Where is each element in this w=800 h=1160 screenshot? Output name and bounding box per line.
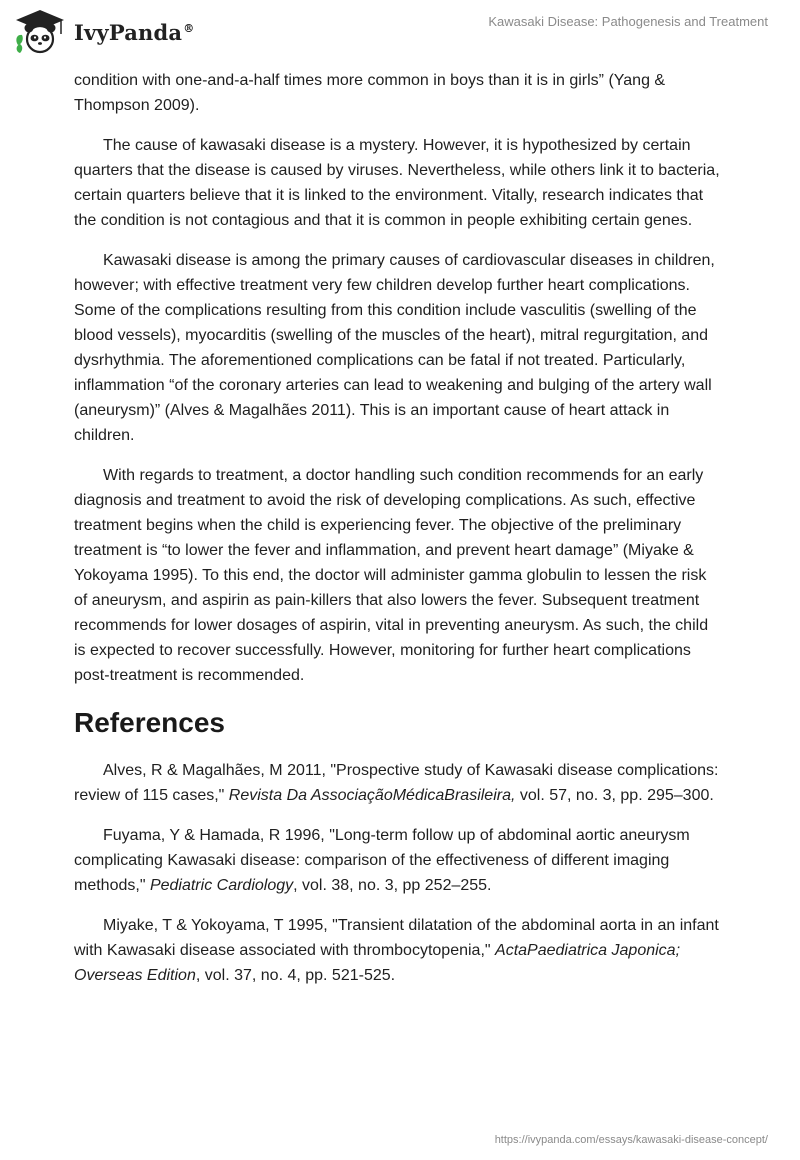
paragraph-cause: The cause of kawasaki disease is a mystery. However, it is hypothesized by certain quarters that the disease is caused by viruses. Nevertheless, while others link it to bacteria, certain quarters believe that it is linked to the environment. Vitally, research indicates that the condition is not contagious and that it is common in people exhibiting certain genes. [74, 137, 720, 229]
registered-mark: ® [183, 21, 195, 35]
panda-graduation-cap-icon [14, 8, 66, 54]
references-heading: References [74, 707, 225, 738]
reference-journal: ActaPaediatrica Japonica; Overseas Edition [74, 942, 681, 984]
ivypanda-logo[interactable] [14, 8, 194, 54]
paragraph-complications: Kawasaki disease is among the primary causes of cardiovascular diseases in children, however; with effective treatment very few children develop further heart complications. Some of the complications resulting from this condition include vasculitis (swelling of the blood vessels), myocarditis (swelling of the muscles of the heart), mitral regurgitation, and dysrhythmia. The aforementioned complications can be fatal if not treated. Particularly, inflammation “of the coronary arteries can lead to weakening and bulging of the artery wall (aneurysm)” (Alves & Magalhães 2011). This is an important cause of heart attack in children. [74, 252, 715, 444]
reference-text: Miyake, T & Yokoyama, T 1995, "Transient dilatation of the abdominal aorta in an infant with Kawasaki disease associated with thrombocytopenia," [74, 917, 719, 959]
source-url[interactable]: https://ivypanda.com/essays/kawasaki-disease-concept/ [494, 1134, 768, 1146]
reference-journal: Revista Da AssociaçãoMédicaBrasileira, [228, 787, 516, 804]
brand-name: IvyPanda® [74, 19, 195, 45]
reference-journal: Pediatric Cardiology [149, 877, 294, 894]
reference-text: Fuyama, Y & Hamada, R 1996, "Long-term follow up of abdominal aortic aneurysm complicating Kawasaki disease: comparison of the effectiveness of different imaging methods," [74, 827, 690, 894]
reference-details: , vol. 37, no. 4, pp. 521-525. [195, 967, 396, 984]
reference-details: vol. 57, no. 3, pp. 295–300. [515, 787, 714, 804]
reference-item [74, 758, 724, 808]
reference-details: , vol. 38, no. 3, pp 252–255. [293, 877, 492, 894]
reference-item [74, 913, 724, 988]
document-title: Kawasaki Disease: Pathogenesis and Treatment [488, 14, 768, 29]
reference-text: Alves, R & Magalhães, M 2011, "Prospective study of Kawasaki disease complications: review of 115 cases," [74, 762, 719, 804]
paragraph-continued: condition with one-and-a-half times more common in boys than it is in girls” (Yang & Thompson 2009). [74, 72, 666, 114]
reference-item [74, 823, 724, 898]
page-header [0, 0, 800, 70]
essay-content [74, 68, 724, 1003]
paragraph-treatment: With regards to treatment, a doctor handling such condition recommends for an early diagnosis and treatment to avoid the risk of developing complications. As such, effective treatment begins when the child is experiencing fever. The objective of the preliminary treatment is “to lower the fever and inflammation, and prevent heart damage” (Miyake & Yokoyama 1995). To this end, the doctor will administer gamma globulin to lessen the risk of aneurysm, and aspirin as pain-killers that also lowers the fever. Subsequent treatment recommends for lower dosages of aspirin, vital in preventing aneurysm. As such, the child is expected to recover successfully. However, monitoring for further heart complications post-treatment is recommended. [74, 467, 709, 684]
